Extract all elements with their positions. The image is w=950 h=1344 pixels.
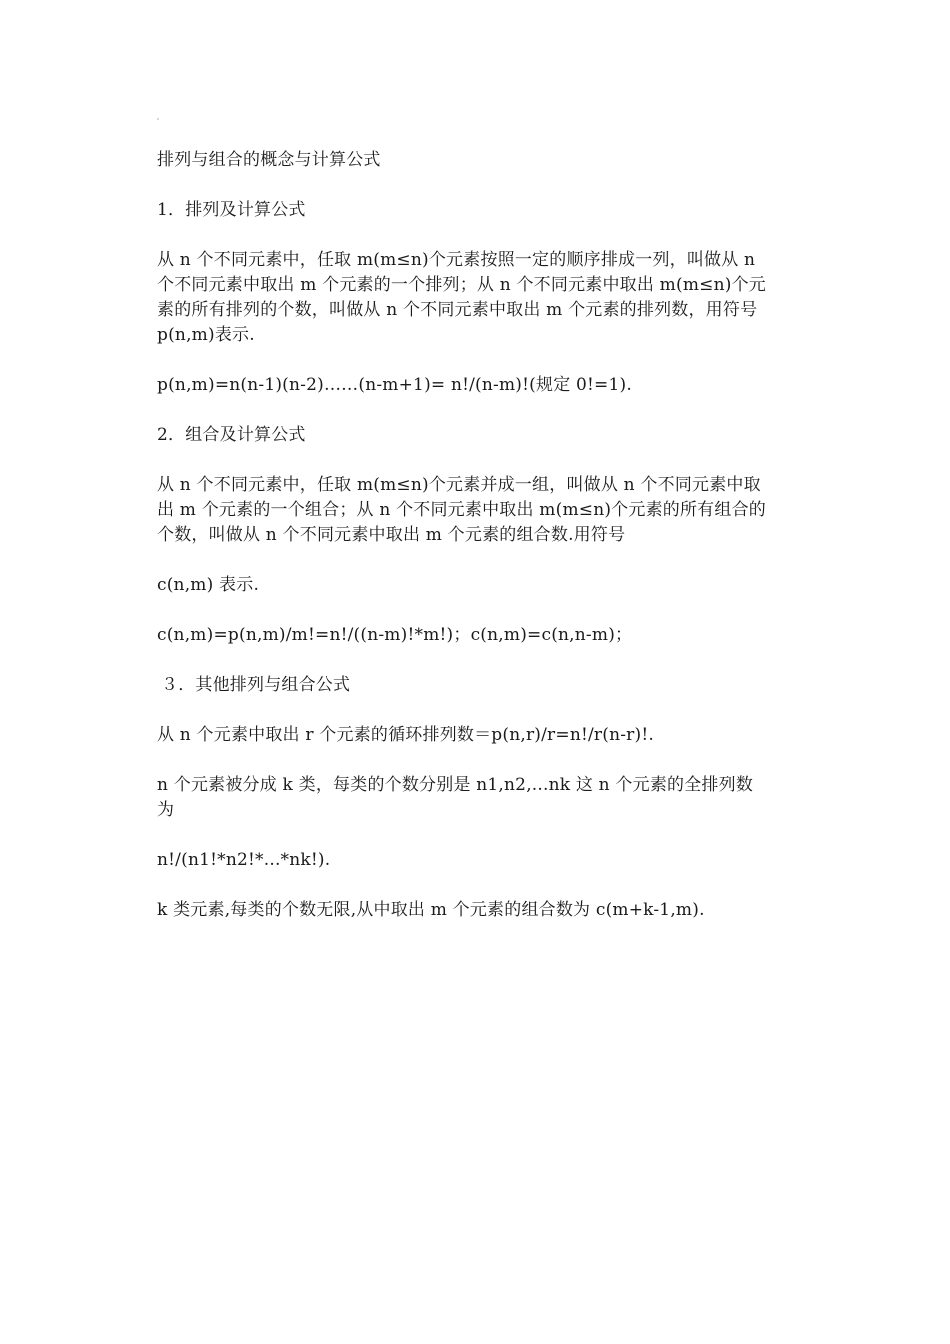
page-mark bbox=[157, 118, 159, 120]
section2-formula: c(n,m)=p(n,m)/m!=n!/((n-m)!*m!)；c(n,m)=c(n,n-m)； bbox=[157, 625, 633, 645]
section1-body-line: 素的所有排列的个数，叫做从 n 个不同元素中取出 m 个元素的排列数，用符号 bbox=[157, 300, 758, 320]
section2-body-line: 个数，叫做从 n 个不同元素中取出 m 个元素的组合数.用符号 bbox=[157, 525, 626, 545]
section3-multiset bbox=[157, 773, 807, 823]
section3-multiset-formula: n!/(n1!*n2!*...*nk!). bbox=[157, 850, 331, 870]
document-content bbox=[157, 148, 807, 923]
document-title: 排列与组合的概念与计算公式 bbox=[157, 150, 381, 170]
section1-body-line: 个不同元素中取出 m 个元素的一个排列；从 n 个不同元素中取出 m(m≤n)个元 bbox=[157, 275, 766, 295]
section1-body bbox=[157, 248, 807, 348]
section3-multiset-line: 为 bbox=[157, 800, 175, 820]
section2-symbol-line: c(n,m) 表示. bbox=[157, 575, 260, 595]
section2-body bbox=[157, 473, 807, 548]
section2-body-line: 从 n 个不同元素中，任取 m(m≤n)个元素并成一组，叫做从 n 个不同元素中取 bbox=[157, 475, 761, 495]
section1-formula: p(n,m)=n(n-1)(n-2)……(n-m+1)= n!/(n-m)!(规定 0!=1). bbox=[157, 375, 632, 395]
section1-body-line: p(n,m)表示. bbox=[157, 325, 255, 345]
section3-multiset-line: n 个元素被分成 k 类，每类的个数分别是 n1,n2,...nk 这 n 个元素的全排列数 bbox=[157, 775, 754, 795]
section3-heading: ３．其他排列与组合公式 bbox=[161, 675, 351, 695]
section3-combination-repetition: k 类元素,每类的个数无限,从中取出 m 个元素的组合数为 c(m+k-1,m). bbox=[157, 900, 705, 920]
section2-body-line: 出 m 个元素的一个组合；从 n 个不同元素中取出 m(m≤n)个元素的所有组合的 bbox=[157, 500, 766, 520]
section2-heading: 2．组合及计算公式 bbox=[157, 425, 306, 445]
section1-heading: 1．排列及计算公式 bbox=[157, 200, 306, 220]
section3-circular-formula: 从 n 个元素中取出 r 个元素的循环排列数＝p(n,r)/r=n!/r(n-r)!. bbox=[157, 725, 654, 745]
section1-body-line: 从 n 个不同元素中，任取 m(m≤n)个元素按照一定的顺序排成一列，叫做从 n bbox=[157, 250, 756, 270]
